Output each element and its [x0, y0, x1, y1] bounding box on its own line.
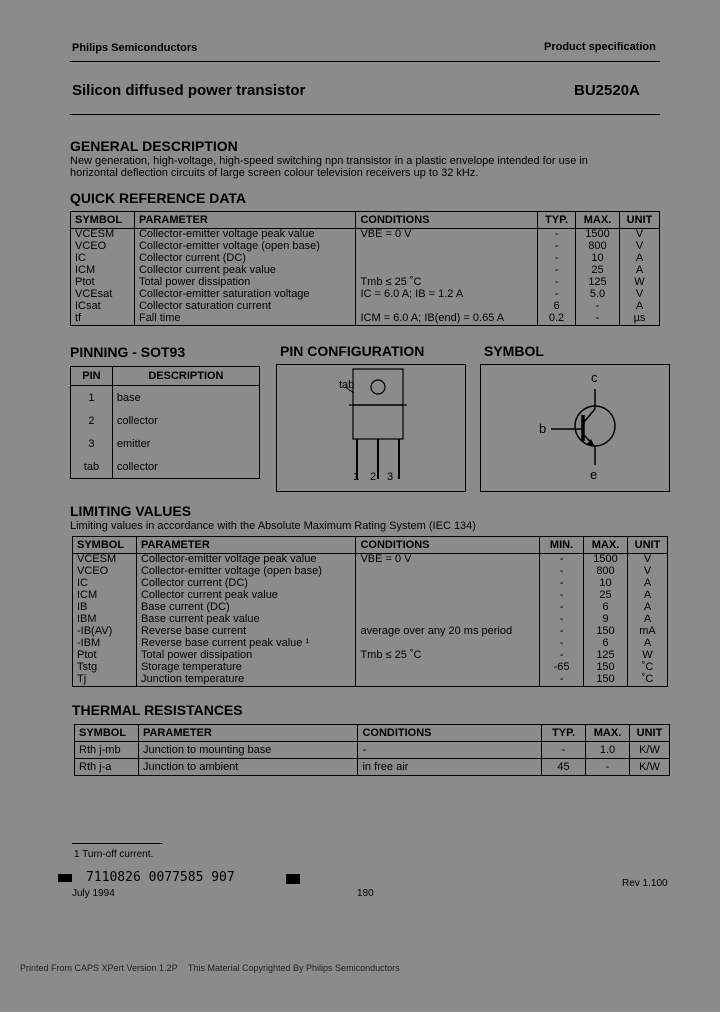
pin-row [71, 409, 260, 432]
pin-2-label: 2 [370, 471, 377, 483]
lim-cell-max: 1500 [584, 554, 628, 567]
lim-cell-unit: A [627, 578, 667, 590]
qrd-col-parameter: PARAMETER [134, 212, 355, 229]
th-col-symbol: SYMBOL [75, 725, 139, 742]
qrd-cell-param: Total power dissipation [134, 277, 355, 289]
qrd-cell-unit: A [619, 265, 659, 277]
lim-cell-sym: -IBM [73, 638, 137, 650]
qrd-col-conditions: CONDITIONS [356, 212, 538, 229]
qrd-col-max: MAX. [576, 212, 620, 229]
lim-col-min: MIN. [540, 537, 584, 554]
company-name: Philips Semiconductors [72, 42, 198, 54]
qrd-col-unit: UNIT [619, 212, 659, 229]
lim-cell-min: - [540, 674, 584, 687]
th-cell-cond: - [358, 742, 542, 759]
lim-cell-cond [356, 590, 540, 602]
lim-cell-cond: Tmb ≤ 25 ˚C [356, 650, 540, 662]
pin-number: 1 [71, 386, 113, 410]
th-row [75, 742, 670, 759]
lim-cell-max: 800 [584, 566, 628, 578]
lim-cell-max: 10 [584, 578, 628, 590]
pinconfig-heading: PIN CONFIGURATION [280, 343, 425, 359]
lim-cell-param: Collector-emitter voltage (open base) [136, 566, 355, 578]
th-cell-param: Junction to mounting base [138, 742, 357, 759]
th-col-unit: UNIT [629, 725, 669, 742]
lim-cell-unit: ˚C [627, 674, 667, 687]
qrd-row [71, 313, 660, 326]
lim-cell-param: Junction temperature [136, 674, 355, 687]
th-cell-unit: K/W [629, 759, 669, 776]
pin-1-label: 1 [353, 471, 360, 483]
qrd-cell-cond: ICM = 6.0 A; IB(end) = 0.65 A [356, 313, 538, 326]
lim-col-parameter: PARAMETER [136, 537, 355, 554]
qrd-cell-sym: IC [71, 253, 135, 265]
pin-description: collector [116, 414, 158, 427]
lim-cell-max: 6 [584, 638, 628, 650]
lim-cell-unit: V [627, 554, 667, 567]
th-col-parameter: PARAMETER [138, 725, 357, 742]
lim-col-symbol: SYMBOL [73, 537, 137, 554]
qrd-cell-unit: µs [619, 313, 659, 326]
qrd-cell-typ: 0.2 [538, 313, 576, 326]
symbol-e-label: e [590, 467, 598, 482]
qrd-cell-param: Collector-emitter saturation voltage [134, 289, 355, 301]
lim-col-unit: UNIT [627, 537, 667, 554]
lim-cell-max: 125 [584, 650, 628, 662]
th-cell-unit: K/W [629, 742, 669, 759]
qrd-cell-typ: - [538, 241, 576, 253]
lim-cell-param: Total power dissipation [136, 650, 355, 662]
lim-cell-param: Collector current peak value [136, 590, 355, 602]
qrd-cell-max: 1500 [576, 229, 620, 242]
limiting-heading: LIMITING VALUES [70, 503, 192, 519]
qrd-cell-unit: V [619, 289, 659, 301]
pin-col-pin: PIN [71, 367, 113, 386]
lim-cell-min: - [540, 554, 584, 567]
pin-3-label: 3 [387, 471, 394, 483]
lim-cell-min: - [540, 614, 584, 626]
page-title: Silicon diffused power transistor [72, 82, 306, 99]
lim-cell-min: - [540, 626, 584, 638]
qrd-cell-cond: Tmb ≤ 25 ˚C [356, 277, 538, 289]
barcode-number: 7110826 0077585 907 [86, 870, 235, 885]
pin-col-description: DESCRIPTION [112, 367, 259, 386]
lim-cell-unit: W [627, 650, 667, 662]
lim-cell-param: Collector current (DC) [136, 578, 355, 590]
revision: Rev 1.100 [622, 878, 668, 889]
symbol-heading: SYMBOL [484, 343, 544, 359]
qrd-cell-unit: W [619, 277, 659, 289]
lim-cell-sym: VCEO [73, 566, 137, 578]
tab-label: tab [339, 379, 355, 391]
lim-cell-unit: ˚C [627, 662, 667, 674]
qrd-cell-max: 800 [576, 241, 620, 253]
lim-cell-sym: IB [73, 602, 137, 614]
pin-number: 3 [71, 432, 113, 455]
pin-row [71, 432, 260, 455]
printed-from: Printed From CAPS XPert Version 1.2P [20, 963, 178, 973]
th-cell-typ: - [542, 742, 586, 759]
lim-cell-cond [356, 602, 540, 614]
qrd-cell-max: 25 [576, 265, 620, 277]
pinning-table [70, 366, 260, 479]
lim-cell-unit: A [627, 638, 667, 650]
lim-cell-max: 150 [584, 662, 628, 674]
qrd-cell-cond [356, 253, 538, 265]
qrd-cell-unit: V [619, 229, 659, 242]
lim-cell-sym: ICM [73, 590, 137, 602]
lim-cell-unit: mA [627, 626, 667, 638]
qrd-cell-cond: VBE = 0 V [356, 229, 538, 242]
footer-date: July 1994 [72, 888, 115, 899]
barcode-mark-left [58, 874, 72, 882]
qrd-cell-sym: Ptot [71, 277, 135, 289]
qrd-cell-unit: A [619, 301, 659, 313]
qrd-cell-sym: ICsat [71, 301, 135, 313]
transistor-symbol [480, 364, 670, 492]
th-cell-max: - [586, 759, 630, 776]
qrd-cell-param: Collector current (DC) [134, 253, 355, 265]
qrd-cell-param: Collector current peak value [134, 265, 355, 277]
qrd-cell-max: 5.0 [576, 289, 620, 301]
lim-cell-param: Base current (DC) [136, 602, 355, 614]
qrd-cell-max: 125 [576, 277, 620, 289]
lim-cell-min: - [540, 566, 584, 578]
lim-cell-param: Reverse base current [136, 626, 355, 638]
lim-cell-unit: A [627, 602, 667, 614]
lim-cell-sym: Tj [73, 674, 137, 687]
part-number: BU2520A [574, 82, 640, 99]
qrd-cell-typ: - [538, 253, 576, 265]
qrd-cell-param: Collector-emitter voltage (open base) [134, 241, 355, 253]
symbol-b-label: b [539, 421, 547, 436]
lim-cell-unit: A [627, 614, 667, 626]
lim-cell-min: -65 [540, 662, 584, 674]
limiting-table [72, 536, 668, 687]
lim-cell-sym: VCESM [73, 554, 137, 567]
lim-cell-cond: average over any 20 ms period [356, 626, 540, 638]
qrd-cell-max: - [576, 301, 620, 313]
qrd-col-symbol: SYMBOL [71, 212, 135, 229]
pin-number: tab [71, 455, 113, 479]
qrd-heading: QUICK REFERENCE DATA [70, 190, 247, 206]
lim-cell-min: - [540, 602, 584, 614]
lim-col-conditions: CONDITIONS [356, 537, 540, 554]
copyright: This Material Copyrighted By Philips Semiconductors [188, 963, 400, 973]
pin-description: emitter [116, 437, 151, 450]
th-col-conditions: CONDITIONS [358, 725, 542, 742]
barcode-mark-right [286, 874, 300, 884]
lim-cell-param: Storage temperature [136, 662, 355, 674]
lim-cell-sym: Tstg [73, 662, 137, 674]
qrd-cell-typ: - [538, 265, 576, 277]
thermal-heading: THERMAL RESISTANCES [72, 702, 243, 718]
lim-row [73, 674, 668, 687]
lim-cell-sym: -IB(AV) [73, 626, 137, 638]
lim-cell-unit: V [627, 566, 667, 578]
qrd-table [70, 211, 660, 326]
qrd-col-typ: TYP. [538, 212, 576, 229]
lim-cell-min: - [540, 638, 584, 650]
lim-cell-max: 9 [584, 614, 628, 626]
lim-cell-max: 6 [584, 602, 628, 614]
th-cell-sym: Rth j-mb [75, 742, 139, 759]
header-rule [70, 61, 660, 62]
general-heading: GENERAL DESCRIPTION [70, 138, 238, 154]
footnote-rule [72, 843, 162, 844]
lim-cell-param: Base current peak value [136, 614, 355, 626]
qrd-cell-sym: VCESM [71, 229, 135, 242]
title-rule [70, 114, 660, 115]
th-cell-sym: Rth j-a [75, 759, 139, 776]
th-col-max: MAX. [586, 725, 630, 742]
pinconfig-diagram [276, 364, 466, 492]
lim-cell-cond [356, 578, 540, 590]
qrd-cell-cond: IC = 6.0 A; IB = 1.2 A [356, 289, 538, 301]
general-text-1: New generation, high-voltage, high-speed switching npn transistor in a plastic envelope intended for use in [70, 155, 588, 167]
qrd-cell-unit: V [619, 241, 659, 253]
qrd-cell-unit: A [619, 253, 659, 265]
qrd-cell-typ: - [538, 289, 576, 301]
qrd-cell-max: 10 [576, 253, 620, 265]
qrd-cell-sym: VCEO [71, 241, 135, 253]
lim-cell-min: - [540, 590, 584, 602]
pin-description: collector [116, 460, 158, 473]
th-cell-typ: 45 [542, 759, 586, 776]
doc-type: Product specification [544, 41, 656, 53]
lim-cell-param: Reverse base current peak value ¹ [136, 638, 355, 650]
lim-cell-min: - [540, 578, 584, 590]
symbol-c-label: c [591, 370, 598, 385]
lim-cell-max: 25 [584, 590, 628, 602]
lim-cell-sym: IC [73, 578, 137, 590]
qrd-cell-sym: ICM [71, 265, 135, 277]
pin-description: base [116, 391, 141, 404]
page-number: 180 [357, 888, 374, 899]
lim-cell-cond [356, 674, 540, 687]
thermal-table [74, 724, 670, 776]
pin-row [71, 386, 260, 410]
lim-cell-min: - [540, 650, 584, 662]
limiting-subtitle: Limiting values in accordance with the Absolute Maximum Rating System (IEC 134) [70, 520, 476, 532]
lim-cell-cond: VBE = 0 V [356, 554, 540, 567]
lim-cell-sym: Ptot [73, 650, 137, 662]
th-cell-max: 1.0 [586, 742, 630, 759]
lim-cell-max: 150 [584, 674, 628, 687]
th-row [75, 759, 670, 776]
general-text-2: horizontal deflection circuits of large screen colour television receivers up to 32 kHz. [70, 167, 479, 179]
pin-row [71, 455, 260, 479]
lim-cell-cond [356, 662, 540, 674]
qrd-cell-typ: - [538, 277, 576, 289]
qrd-cell-cond [356, 241, 538, 253]
qrd-cell-sym: tf [71, 313, 135, 326]
qrd-cell-typ: - [538, 229, 576, 242]
pinning-heading: PINNING - SOT93 [70, 344, 186, 360]
lim-cell-max: 150 [584, 626, 628, 638]
lim-cell-unit: A [627, 590, 667, 602]
th-cell-param: Junction to ambient [138, 759, 357, 776]
footnote: 1 Turn-off current. [74, 849, 154, 860]
lim-cell-sym: IBM [73, 614, 137, 626]
th-col-typ: TYP. [542, 725, 586, 742]
lim-cell-param: Collector-emitter voltage peak value [136, 554, 355, 567]
th-cell-cond: in free air [358, 759, 542, 776]
lim-col-max: MAX. [584, 537, 628, 554]
qrd-cell-max: - [576, 313, 620, 326]
qrd-cell-param: Fall time [134, 313, 355, 326]
qrd-cell-sym: VCEsat [71, 289, 135, 301]
qrd-cell-typ: 6 [538, 301, 576, 313]
lim-cell-cond [356, 566, 540, 578]
pin-number: 2 [71, 409, 113, 432]
qrd-cell-param: Collector-emitter voltage peak value [134, 229, 355, 242]
qrd-cell-param: Collector saturation current [134, 301, 355, 313]
